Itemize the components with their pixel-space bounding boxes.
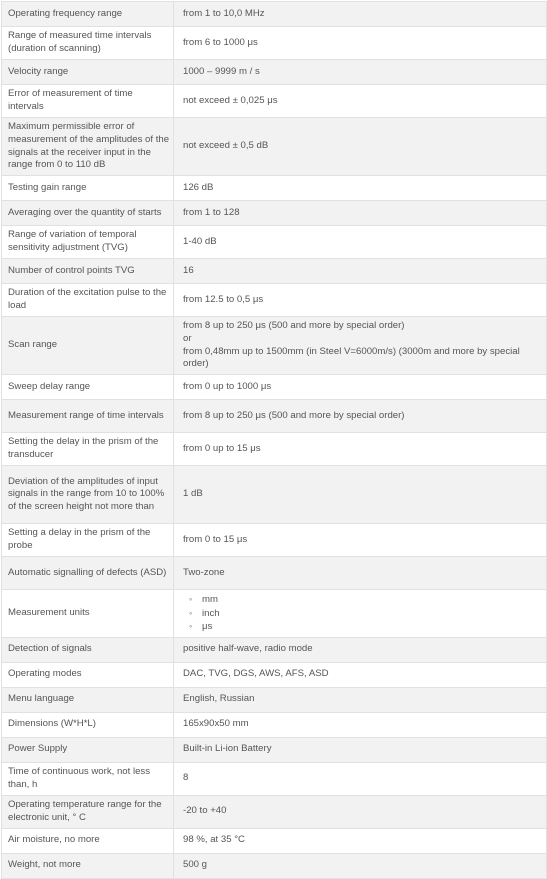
table-row [2,226,547,259]
spec-value: from 0 to 15 μs [174,524,547,557]
spec-value: 8 [174,762,547,795]
spec-label: Measurement units [2,590,174,638]
spec-label: Scan range [2,317,174,375]
spec-value: DAC, TVG, DGS, AWS, AFS, ASD [174,662,547,687]
table-row [2,400,547,433]
table-row [2,176,547,201]
spec-label: Error of measurement of time intervals [2,85,174,118]
table-row [2,85,547,118]
spec-label: Testing gain range [2,176,174,201]
table-row [2,737,547,762]
table-row [2,687,547,712]
spec-value: from 0 up to 15 μs [174,433,547,466]
table-row [2,466,547,524]
spec-value: 165x90x50 mm [174,712,547,737]
unit-list-item: ◦ mm [189,593,543,607]
spec-value: from 6 to 1000 μs [174,27,547,60]
spec-label: Dimensions (W*H*L) [2,712,174,737]
unit-list-item: ◦ inch [189,607,543,621]
table-row [2,853,547,878]
spec-label: Measurement range of time intervals [2,400,174,433]
spec-label: Menu language [2,687,174,712]
spec-value: from 1 to 128 [174,201,547,226]
table-row [2,201,547,226]
spec-label: Operating frequency range [2,2,174,27]
units-list [183,593,543,634]
spec-value: from 1 to 10,0 MHz [174,2,547,27]
spec-label: Weight, not more [2,853,174,878]
unit-list-item: ◦ μs [189,620,543,634]
table-row [2,590,547,638]
table-row [2,317,547,375]
spec-label: Power Supply [2,737,174,762]
spec-label: Setting the delay in the prism of the transducer [2,433,174,466]
table-row [2,284,547,317]
scan-range-line-1: from 8 up to 250 μs (500 and more by special order) [183,320,405,332]
spec-value: from 0 up to 1000 μs [174,375,547,400]
spec-label: Detection of signals [2,637,174,662]
spec-value: 126 dB [174,176,547,201]
table-row [2,762,547,795]
table-row [2,259,547,284]
spec-label: Operating temperature range for the electronic unit, ° C [2,795,174,828]
spec-label: Setting a delay in the prism of the probe [2,524,174,557]
spec-value: not exceed ± 0,025 μs [174,85,547,118]
spec-label: Averaging over the quantity of starts [2,201,174,226]
table-row [2,712,547,737]
spec-value: not exceed ± 0,5 dB [174,118,547,176]
spec-value: from 12.5 to 0,5 μs [174,284,547,317]
spec-value: 98 %, at 35 °C [174,828,547,853]
spec-value: -20 to +40 [174,795,547,828]
spec-label: Time of continuous work, not less than, h [2,762,174,795]
spec-label: Number of control points TVG [2,259,174,284]
spec-value: from 8 up to 250 μs (500 and more by special order) [174,400,547,433]
spec-label: Deviation of the amplitudes of input signals in the range from 10 to 100% of the screen height not more than [2,466,174,524]
spec-label: Velocity range [2,60,174,85]
scan-range-line-3: from 0,48mm up to 1500mm (in Steel V=6000m/s) (3000m and more by special order) [183,345,520,370]
table-row [2,828,547,853]
table-row [2,795,547,828]
spec-value: 16 [174,259,547,284]
spec-label: Air moisture, no more [2,828,174,853]
spec-value: 1-40 dB [174,226,547,259]
table-row [2,2,547,27]
table-row [2,637,547,662]
spec-value: Built-in Li-ion Battery [174,737,547,762]
spec-label: Automatic signalling of defects (ASD) [2,557,174,590]
spec-value: 1 dB [174,466,547,524]
spec-label: Duration of the excitation pulse to the load [2,284,174,317]
table-row [2,27,547,60]
table-row [2,524,547,557]
spec-value: 1000 – 9999 m / s [174,60,547,85]
table-row [2,118,547,176]
table-row [2,557,547,590]
spec-value [174,317,547,375]
table-row [2,662,547,687]
spec-label: Range of measured time intervals (duration of scanning) [2,27,174,60]
spec-label: Operating modes [2,662,174,687]
spec-label: Range of variation of temporal sensitivity adjustment (TVG) [2,226,174,259]
spec-label: Sweep delay range [2,375,174,400]
spec-value: Two-zone [174,557,547,590]
table-row [2,60,547,85]
spec-value [174,590,547,638]
spec-value: 500 g [174,853,547,878]
spec-value: English, Russian [174,687,547,712]
specifications-table [1,1,547,879]
scan-range-line-2: or [183,332,192,344]
table-row [2,375,547,400]
spec-value: positive half-wave, radio mode [174,637,547,662]
spec-label: Maximum permissible error of measurement of the amplitudes of the signals at the receiver input in the range from 0 to 110 dB [2,118,174,176]
table-row [2,433,547,466]
